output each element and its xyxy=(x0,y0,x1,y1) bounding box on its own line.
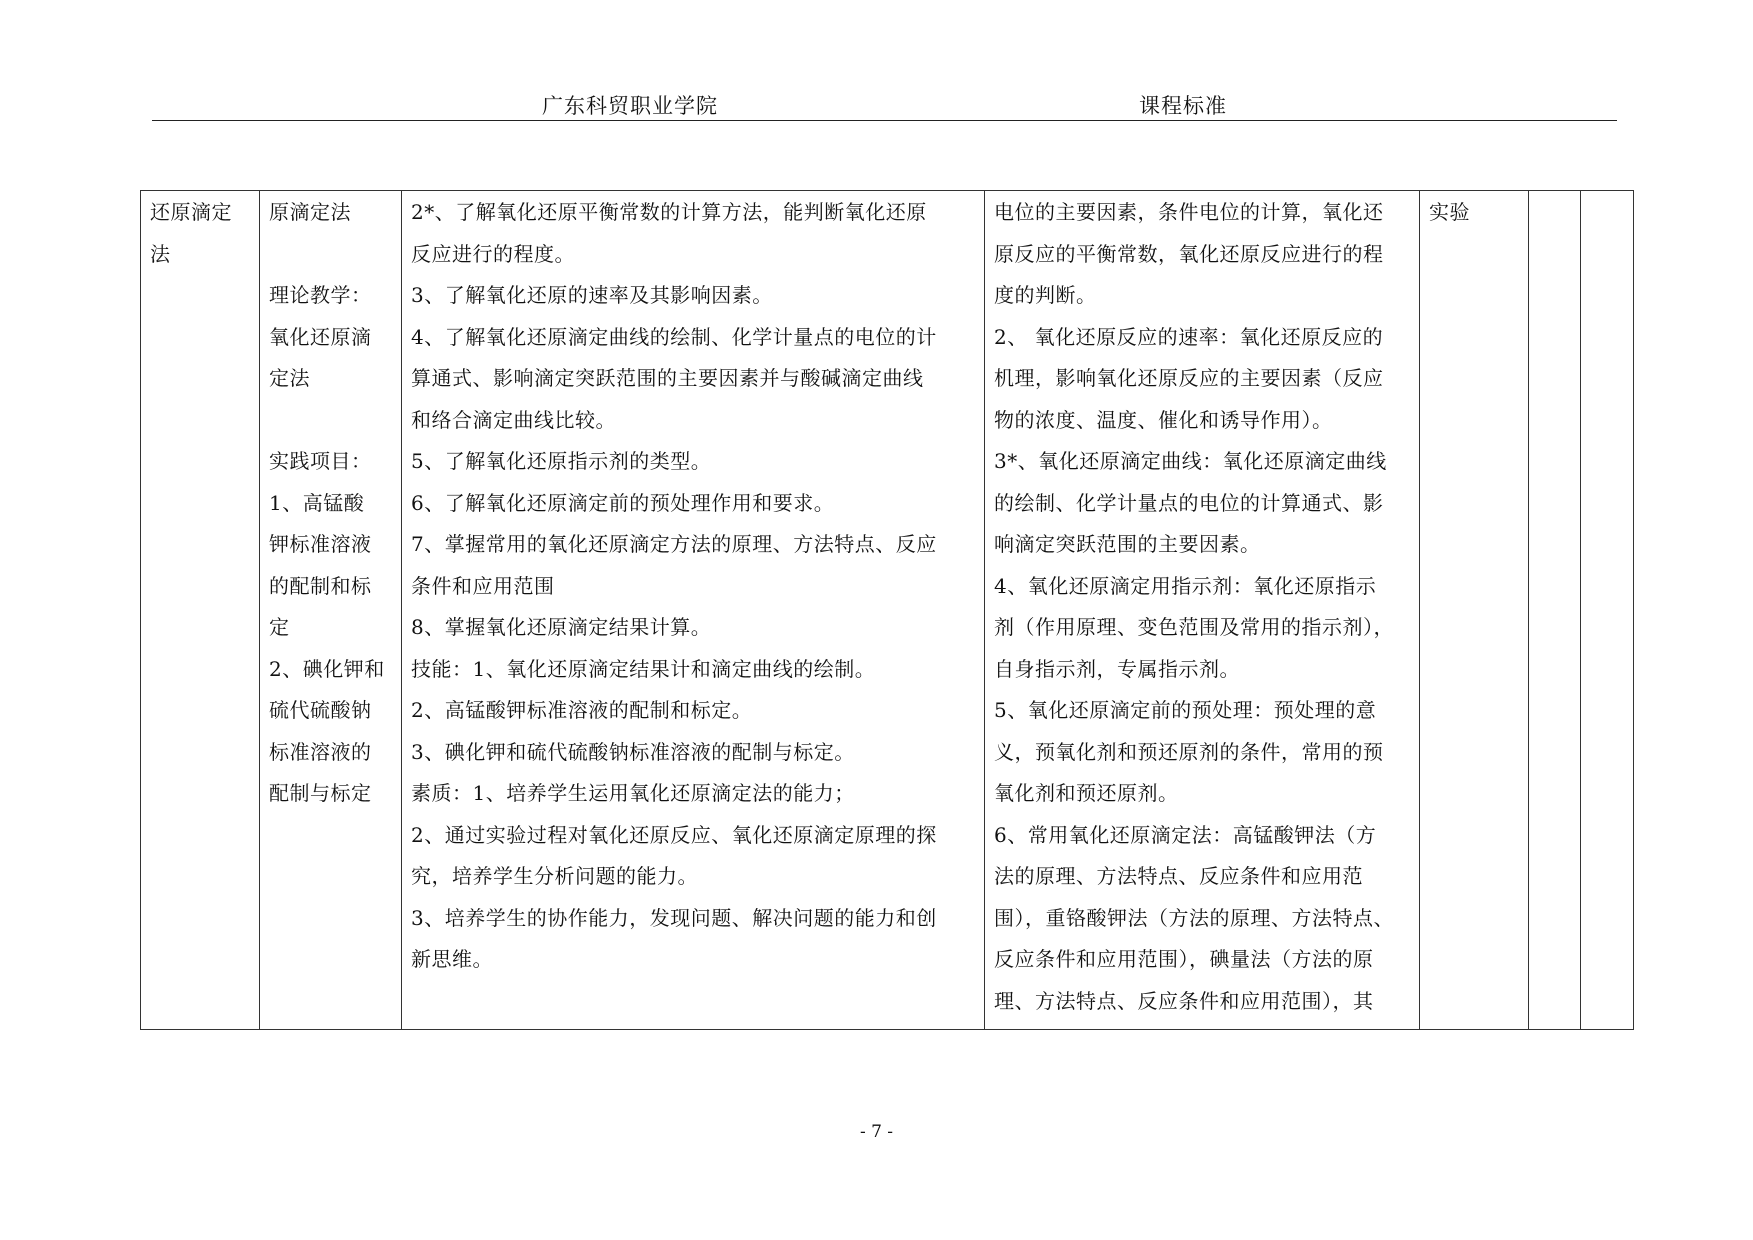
text-line: 原滴定法 xyxy=(269,200,351,224)
text-line: 标准溶液的 xyxy=(269,739,372,764)
text-line: 氧化剂和预还原剂。 xyxy=(994,781,1179,805)
text-line: 剂（作用原理、变色范围及常用的指示剂）， xyxy=(994,615,1394,639)
text-line: 3、培养学生的协作能力，发现问题、解决问题的能力和创 xyxy=(411,905,937,930)
text-line: 5、氧化还原滴定前的预处理：预处理的意 xyxy=(994,698,1377,722)
page-header xyxy=(152,86,1617,121)
text-line: 3、了解氧化还原的速率及其影响因素。 xyxy=(411,283,773,307)
text-line: 8、掌握氧化还原滴定结果计算。 xyxy=(411,615,712,639)
text-line: 的配制和标 xyxy=(269,573,372,598)
text-line: 硫代硫酸钠 xyxy=(269,698,372,722)
text-line: 新思维。 xyxy=(411,947,493,971)
empty-cell-2-text xyxy=(1581,191,1633,192)
text-line: 素质：1、培养学生运用氧化还原滴定法的能力； xyxy=(411,781,855,805)
school-name: 广东科贸职业学院 xyxy=(542,94,718,118)
text-line: 7、掌握常用的氧化还原滴定方法的原理、方法特点、反应 xyxy=(411,532,937,556)
text-line: 1、高锰酸 xyxy=(269,490,365,515)
text-line: 条件和应用范围 xyxy=(411,573,555,598)
teaching-content-text xyxy=(260,191,401,815)
blank-line xyxy=(269,400,392,442)
text-line: 定法 xyxy=(269,366,310,390)
text-line: 和络合滴定曲线比较。 xyxy=(411,407,616,432)
blank-line xyxy=(269,234,392,276)
text-line: 2、通过实验过程对氧化还原反应、氧化还原滴定原理的探 xyxy=(411,822,937,847)
text-line: 算通式、影响滴定突跃范围的主要因素并与酸碱滴定曲线 xyxy=(411,366,924,390)
course-standard-table xyxy=(140,190,1634,1030)
text-line: 物的浓度、温度、催化和诱导作用）。 xyxy=(994,407,1333,432)
text-line: 4、了解氧化还原滴定曲线的绘制、化学计量点的电位的计 xyxy=(411,324,937,349)
table-row xyxy=(141,191,1634,1030)
teaching-method-text: 实验 xyxy=(1429,200,1470,224)
unit-name-cell xyxy=(141,191,260,1030)
text-line: 围），重铬酸钾法（方法的原理、方法特点、 xyxy=(994,905,1394,930)
text-line: 2*、了解氧化还原平衡常数的计算方法，能判断氧化还原 xyxy=(411,200,927,224)
text-line: 钾标准溶液 xyxy=(269,532,372,556)
document-type: 课程标准 xyxy=(1139,94,1227,118)
text-line: 技能：1、氧化还原滴定结果计和滴定曲线的绘制。 xyxy=(411,656,876,681)
text-line: 原反应的平衡常数，氧化还原反应进行的程 xyxy=(994,241,1384,266)
teaching-method-cell xyxy=(1420,191,1529,1030)
text-line: 的绘制、化学计量点的电位的计算通式、影 xyxy=(994,490,1384,515)
text-line: 2、高锰酸钾标准溶液的配制和标定。 xyxy=(411,698,753,722)
text-line: 法 xyxy=(150,241,171,266)
text-line: 3*、氧化还原滴定曲线：氧化还原滴定曲线 xyxy=(994,449,1387,473)
text-line: 5、了解氧化还原指示剂的类型。 xyxy=(411,449,712,473)
text-line: 自身指示剂，专属指示剂。 xyxy=(994,656,1240,681)
learning-objectives-text xyxy=(402,191,984,981)
text-line: 度的判断。 xyxy=(994,283,1097,307)
text-line: 法的原理、方法特点、反应条件和应用范 xyxy=(994,864,1363,888)
text-line: 机理，影响氧化还原反应的主要因素（反应 xyxy=(994,366,1384,390)
text-line: 还原滴定 xyxy=(150,200,232,224)
knowledge-points-cell xyxy=(985,191,1420,1030)
text-line: 2、碘化钾和 xyxy=(269,656,385,681)
learning-objectives-cell xyxy=(402,191,985,1030)
text-line: 定 xyxy=(269,615,290,639)
text-line: 理论教学： xyxy=(269,283,372,307)
text-line: 4、氧化还原滴定用指示剂：氧化还原指示 xyxy=(994,573,1377,598)
text-line: 究，培养学生分析问题的能力。 xyxy=(411,864,698,888)
empty-cell-2 xyxy=(1581,191,1634,1030)
knowledge-points-text xyxy=(985,191,1419,1022)
text-line: 6、常用氧化还原滴定法：高锰酸钾法（方 xyxy=(994,822,1377,847)
unit-name-text xyxy=(141,191,259,275)
empty-cell-1-text xyxy=(1529,191,1580,192)
page-number: - 7 - xyxy=(859,1122,894,1142)
text-line: 反应进行的程度。 xyxy=(411,241,575,266)
text-line: 理、方法特点、反应条件和应用范围），其 xyxy=(994,988,1374,1013)
teaching-content-cell xyxy=(260,191,402,1030)
text-line: 反应条件和应用范围），碘量法（方法的原 xyxy=(994,947,1374,971)
text-line: 配制与标定 xyxy=(269,781,372,805)
text-line: 氧化还原滴 xyxy=(269,324,372,349)
text-line: 响滴定突跃范围的主要因素。 xyxy=(994,532,1261,556)
empty-cell-1 xyxy=(1529,191,1581,1030)
text-line: 2、 氧化还原反应的速率：氧化还原反应的 xyxy=(994,324,1384,349)
text-line: 3、碘化钾和硫代硫酸钠标准溶液的配制与标定。 xyxy=(411,739,855,764)
text-line: 义，预氧化剂和预还原剂的条件，常用的预 xyxy=(994,739,1384,764)
text-line: 实践项目： xyxy=(269,449,372,473)
text-line: 6、了解氧化还原滴定前的预处理作用和要求。 xyxy=(411,490,835,515)
text-line: 电位的主要因素，条件电位的计算，氧化还 xyxy=(994,200,1384,224)
